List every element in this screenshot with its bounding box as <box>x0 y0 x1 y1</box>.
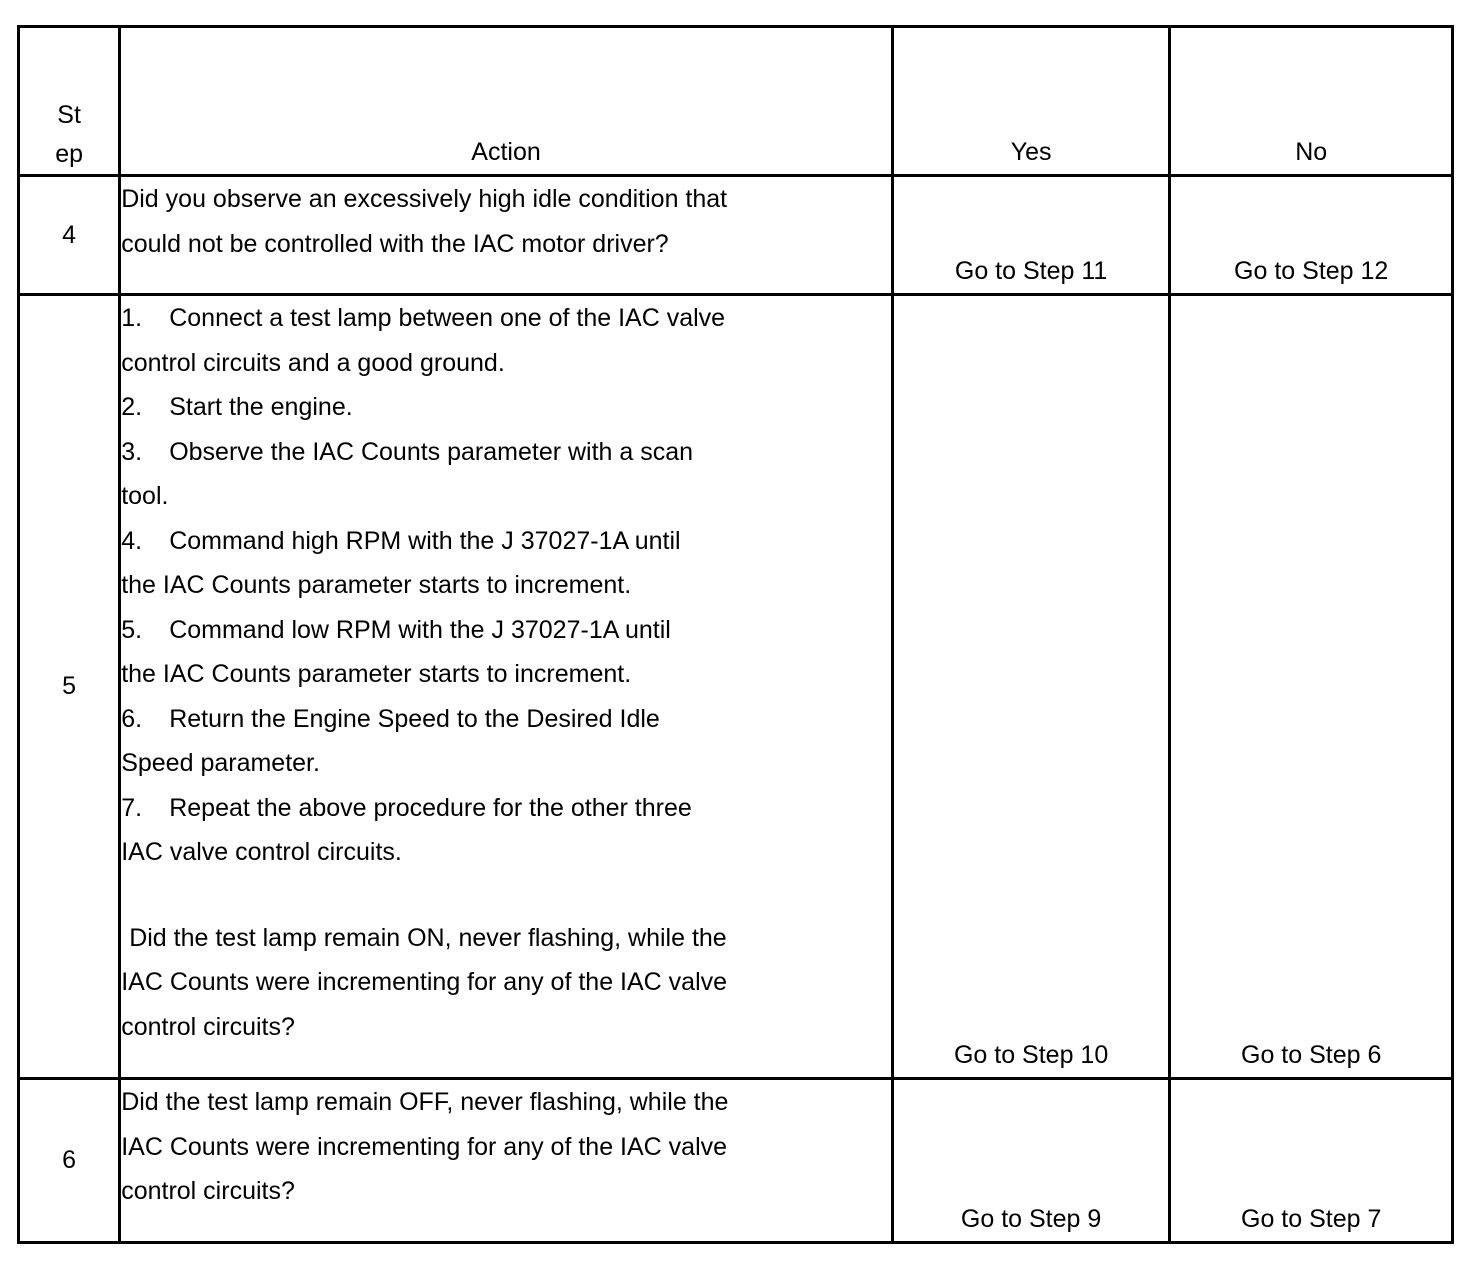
step-header-line-1: St <box>57 101 81 129</box>
action-question-line: IAC Counts were incrementing for any of the IAC valve <box>121 968 728 996</box>
yes-outcome: Go to Step 9 <box>892 1079 1170 1243</box>
spacer <box>121 875 891 916</box>
no-outcome: Go to Step 6 <box>1170 295 1453 1079</box>
step-number: 5 <box>19 295 120 1079</box>
action-cell <box>120 1079 893 1243</box>
procedure-text-continued: tool. <box>121 482 169 510</box>
procedure-step-3 <box>121 430 891 475</box>
procedure-text: Repeat the above procedure for the other three <box>169 793 692 822</box>
action-question-line: control circuits? <box>121 1012 295 1041</box>
procedure-text: Connect a test lamp between one of the IAC valve <box>169 304 726 332</box>
step-number: 4 <box>19 176 120 295</box>
procedure-step-1 <box>121 296 891 341</box>
action-question-line: Did the test lamp remain ON, never flashing, while the <box>129 923 727 952</box>
procedure-number: 7. <box>121 793 143 822</box>
procedure-number: 1. <box>121 304 143 332</box>
procedure-step-5 <box>121 608 891 653</box>
procedure-text: Command low RPM with the J 37027-1A until <box>169 615 671 644</box>
action-text-line: control circuits? <box>121 1177 295 1205</box>
procedure-step-7 <box>121 786 891 831</box>
step-column-header <box>19 27 120 176</box>
procedure-number: 4. <box>121 526 143 555</box>
procedure-step-6 <box>121 697 891 742</box>
procedure-number: 2. <box>121 393 143 421</box>
action-text-line: could not be controlled with the IAC motor driver? <box>121 229 669 258</box>
action-cell <box>120 295 893 1079</box>
table-row <box>19 295 1453 1079</box>
procedure-number: 3. <box>121 437 143 466</box>
procedure-text-continued: Speed parameter. <box>121 749 320 777</box>
step-header-line-2: ep <box>55 140 83 168</box>
action-cell <box>120 176 893 295</box>
table-row <box>19 1079 1453 1243</box>
no-column-header: No <box>1170 27 1453 176</box>
procedure-text-continued: the IAC Counts parameter starts to increment. <box>121 571 632 599</box>
procedure-text: Start the engine. <box>169 393 353 421</box>
procedure-step-2 <box>121 385 891 430</box>
yes-column-header: Yes <box>892 27 1170 176</box>
procedure-number: 5. <box>121 615 143 644</box>
procedure-text: Command high RPM with the J 37027-1A until <box>169 526 681 555</box>
procedure-text: Observe the IAC Counts parameter with a scan <box>169 437 694 466</box>
step-number: 6 <box>19 1079 120 1243</box>
yes-outcome: Go to Step 11 <box>892 176 1170 295</box>
procedure-text-continued: the IAC Counts parameter starts to increment. <box>121 660 632 688</box>
no-outcome: Go to Step 7 <box>1170 1079 1453 1243</box>
procedure-number: 6. <box>121 704 143 733</box>
action-column-header: Action <box>120 27 893 176</box>
table-row <box>19 176 1453 295</box>
table-header-row <box>19 27 1453 176</box>
procedure-step-4 <box>121 519 891 564</box>
diagnostic-table-page <box>17 25 1454 1241</box>
procedure-text: Return the Engine Speed to the Desired Idle <box>169 704 660 733</box>
yes-outcome: Go to Step 10 <box>892 295 1170 1079</box>
no-outcome: Go to Step 12 <box>1170 176 1453 295</box>
procedure-text-continued: IAC valve control circuits. <box>121 838 402 866</box>
action-text-line: Did the test lamp remain OFF, never flashing, while the <box>121 1088 729 1116</box>
procedure-text-continued: control circuits and a good ground. <box>121 348 505 377</box>
action-text-line: IAC Counts were incrementing for any of the IAC valve <box>121 1132 728 1161</box>
action-text-line: Did you observe an excessively high idle condition that <box>121 185 728 213</box>
diagnostic-table <box>17 25 1454 1244</box>
